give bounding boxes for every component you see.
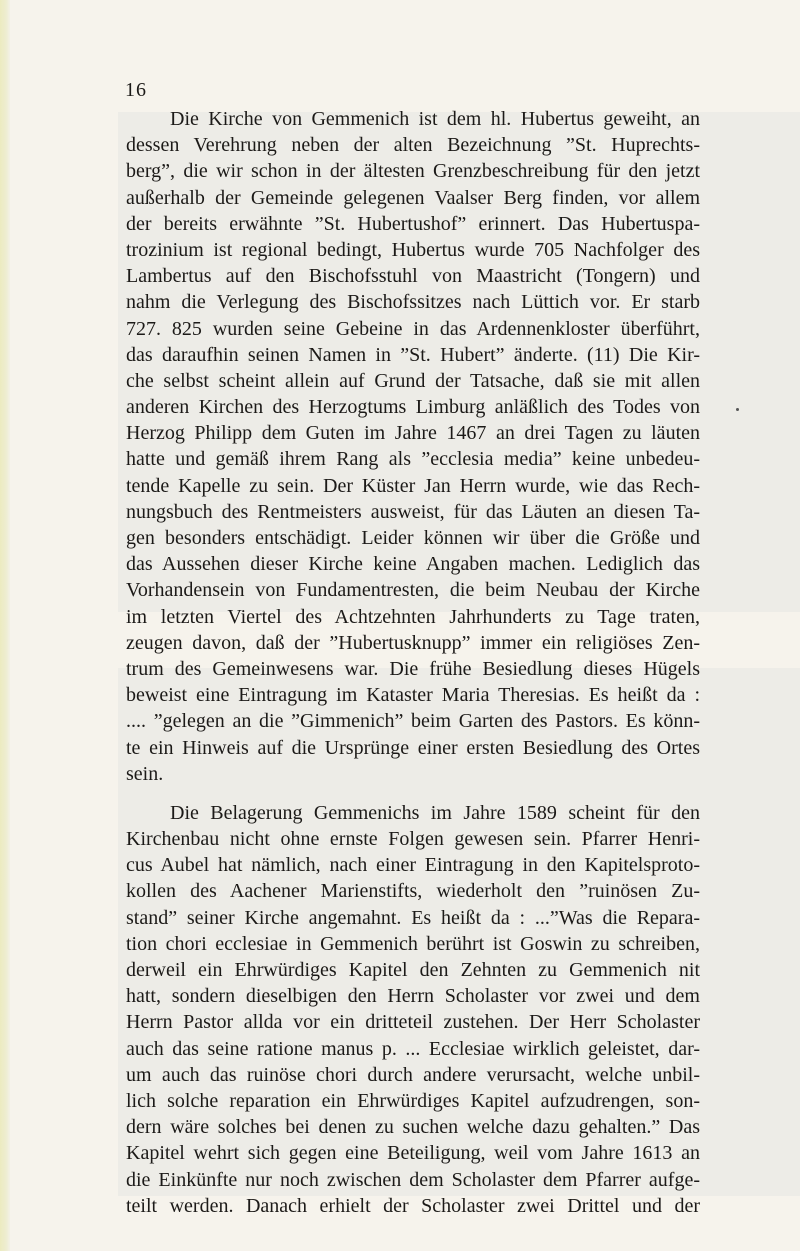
text-line: stand” seiner Kirche angemahnt. Es heißt da : ...”Was die Repara-	[126, 906, 700, 929]
text-line: berg”, die wir schon in der ältesten Grenzbeschreibung für den jetzt	[126, 160, 700, 183]
text-line: hatt, sondern dieselbigen den Herrn Scholaster vor zwei und dem	[126, 985, 700, 1008]
text-line: nungsbuch des Rentmeisters ausweist, für das Läuten an diesen Ta-	[126, 500, 700, 523]
text-line: derweil ein Ehrwürdiges Kapitel den Zehnten zu Gemmenich nit	[126, 959, 700, 981]
text-line: hatte und gemäß ihrem Rang als ”ecclesia media” keine unbedeu-	[126, 448, 700, 471]
paragraph-gap	[126, 787, 700, 800]
text-line: Die Belagerung Gemmenichs im Jahre 1589 scheint für den	[170, 801, 700, 824]
text-line: beweist eine Eintragung im Kataster Maria Theresias. Es heißt da :	[126, 684, 700, 707]
text-line: auch das seine ratione manus p. ... Ecclesiae wirklich geleistet, dar-	[126, 1037, 700, 1060]
page-number: 16	[125, 79, 147, 101]
paper-speck	[736, 408, 739, 411]
text-line: .... ”gelegen an die ”Gimmenich” beim Garten des Pastors. Es könn-	[126, 710, 700, 733]
text-line: kollen des Aachener Marienstifts, wiederholt den ”ruinösen Zu-	[126, 880, 700, 903]
text-line: sein.	[126, 762, 164, 785]
text-line: dern wäre solches bei denen zu suchen welche dazu gehalten.” Das	[126, 1116, 700, 1139]
paragraph	[126, 800, 700, 1219]
text-line: um auch das ruinöse chori durch andere verursacht, welche unbil-	[126, 1063, 700, 1086]
paragraph	[126, 106, 700, 787]
text-line: teilt werden. Danach erhielt der Scholaster zwei Drittel und der	[126, 1194, 700, 1217]
text-line: Herrn Pastor allda vor ein dritteteil zustehen. Der Herr Scholaster	[126, 1011, 700, 1034]
text-line: die Einkünfte nur noch zwischen dem Scholaster dem Pfarrer aufge-	[126, 1168, 700, 1191]
text-line: te ein Hinweis auf die Ursprünge einer ersten Besiedlung des Ortes	[126, 736, 700, 759]
text-line: tion chori ecclesiae in Gemmenich berührt ist Goswin zu schreiben,	[126, 932, 700, 955]
text-line: Vorhandensein von Fundamentresten, die beim Neubau der Kirche	[126, 579, 700, 602]
text-line: tende Kapelle zu sein. Der Küster Jan Herrn wurde, wie das Rech-	[126, 474, 700, 497]
text-line: nahm die Verlegung des Bischofssitzes nach Lüttich vor. Er starb	[126, 291, 700, 314]
text-line: Die Kirche von Gemmenich ist dem hl. Hubertus geweiht, an	[170, 108, 700, 130]
text-line: anderen Kirchen des Herzogtums Limburg anläßlich des Todes von	[126, 396, 700, 419]
text-line: 727. 825 wurden seine Gebeine in das Ardennenkloster überführt,	[126, 317, 700, 340]
text-line: trum des Gemeinwesens war. Die frühe Besiedlung dieses Hügels	[126, 657, 700, 680]
text-line: der bereits erwähnte ”St. Hubertushof” erinnert. Das Hubertuspa-	[126, 212, 700, 235]
page-edge	[0, 0, 10, 1251]
text-line: zeugen davon, daß der ”Hubertusknupp” immer ein religiöses Zen-	[126, 631, 700, 654]
body-text	[126, 106, 700, 1219]
text-line: lich solche reparation ein Ehrwürdiges Kapitel aufzudrengen, son-	[126, 1089, 700, 1112]
text-line: dessen Verehrung neben der alten Bezeichnung ”St. Huprechts-	[126, 134, 700, 157]
text-line: Herzog Philipp dem Guten im Jahre 1467 an drei Tagen zu läuten	[126, 422, 700, 445]
text-line: Lambertus auf den Bischofsstuhl von Maastricht (Tongern) und	[126, 265, 700, 288]
text-line: im letzten Viertel des Achtzehnten Jahrhunderts zu Tage traten,	[126, 605, 700, 628]
text-line: Kapitel wehrt sich gegen eine Beteiligung, weil vom Jahre 1613 an	[126, 1142, 700, 1165]
text-line: außerhalb der Gemeinde gelegenen Vaalser Berg finden, vor allem	[126, 186, 700, 209]
text-line: che selbst scheint allein auf Grund der Tatsache, daß sie mit allen	[126, 369, 700, 392]
text-line: das Aussehen dieser Kirche keine Angaben machen. Lediglich das	[126, 553, 700, 576]
text-line: das daraufhin seinen Namen in ”St. Hubert” änderte. (11) Die Kir-	[126, 343, 700, 366]
text-line: gen besonders entschädigt. Leider können wir über die Größe und	[126, 527, 700, 549]
text-line: cus Aubel hat nämlich, nach einer Eintragung in den Kapitelsproto-	[126, 854, 700, 877]
text-line: trozinium ist regional bedingt, Hubertus wurde 705 Nachfolger des	[126, 238, 700, 261]
text-line: Kirchenbau nicht ohne ernste Folgen gewesen sein. Pfarrer Henri-	[126, 828, 700, 851]
